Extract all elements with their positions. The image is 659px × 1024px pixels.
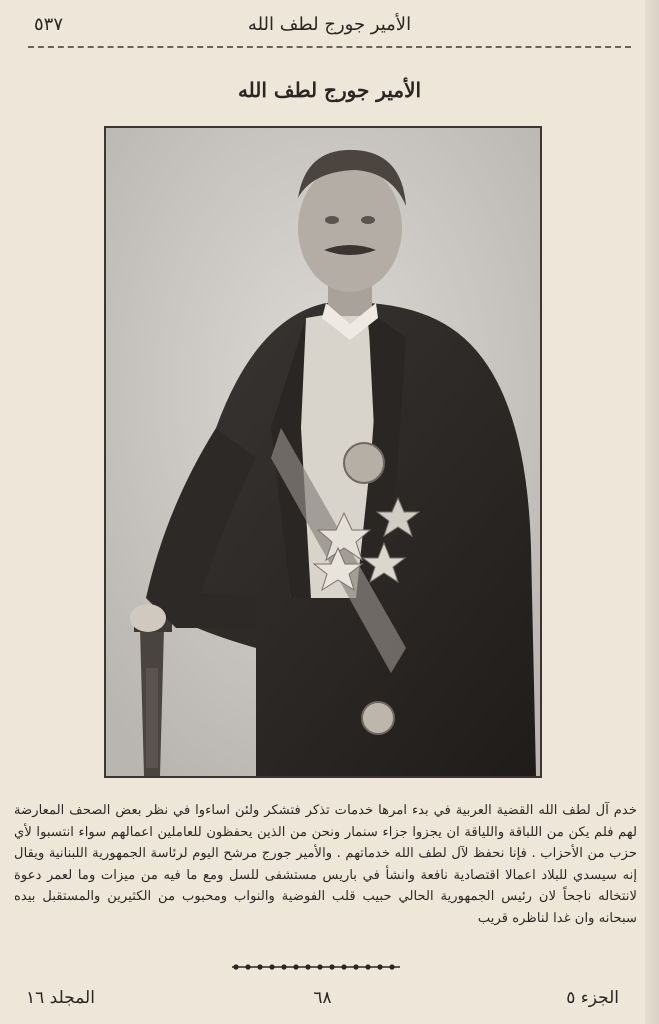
portrait-illustration: [106, 128, 540, 776]
footer-page-number: ٦٨: [313, 988, 332, 1008]
section-ornament: [228, 962, 404, 972]
photo-caption: الأمير جورج لطف الله: [237, 78, 422, 102]
footer-volume: المجلد ١٦: [26, 988, 95, 1008]
page-footer: [26, 988, 619, 1014]
portrait-photo: [104, 126, 542, 778]
running-header-title: الأمير جورج لطف الله: [247, 14, 412, 35]
running-header: [30, 10, 629, 42]
footer-part-number: الجزء ٥: [566, 988, 619, 1008]
header-divider: [28, 46, 631, 48]
article-paragraph: خدم آل لطف الله القضية العربية في بدء امرها خدمات تذكر فتشكر ولئن اساءوا في نظر بعض الصحف المعارضة لهم فلم يكن من اللباقة واللياقة ان يجزوا جزاء سنمار ونحن من الذين يحفظون للعاملين اعمالهم سواء انتسبوا لأي حزب من الأحزاب . فإنا نحفظ لآل لطف الله خدماتهم . والأمير جورج مرشح اليوم لرئاسة الجمهورية اللبنانية ويقال إنه سيسدي للبلاد اعمالا اقتصادية نافعة وانشأ في باريس مستشفى للسل ومع ما فيه من ميزات وما لعمر دعوة لانتخاله ناجحاً لان رئيس الجمهورية الحالي حبيب قلب الفوضية والنواب ومحبوب من الكثيرين والمستقبل بيده سبحانه وان غدا لناظره قريب: [14, 803, 637, 926]
book-spine-shadow: [645, 0, 659, 1024]
article-body: [14, 800, 637, 929]
running-header-page-number: ٥٣٧: [34, 14, 64, 35]
